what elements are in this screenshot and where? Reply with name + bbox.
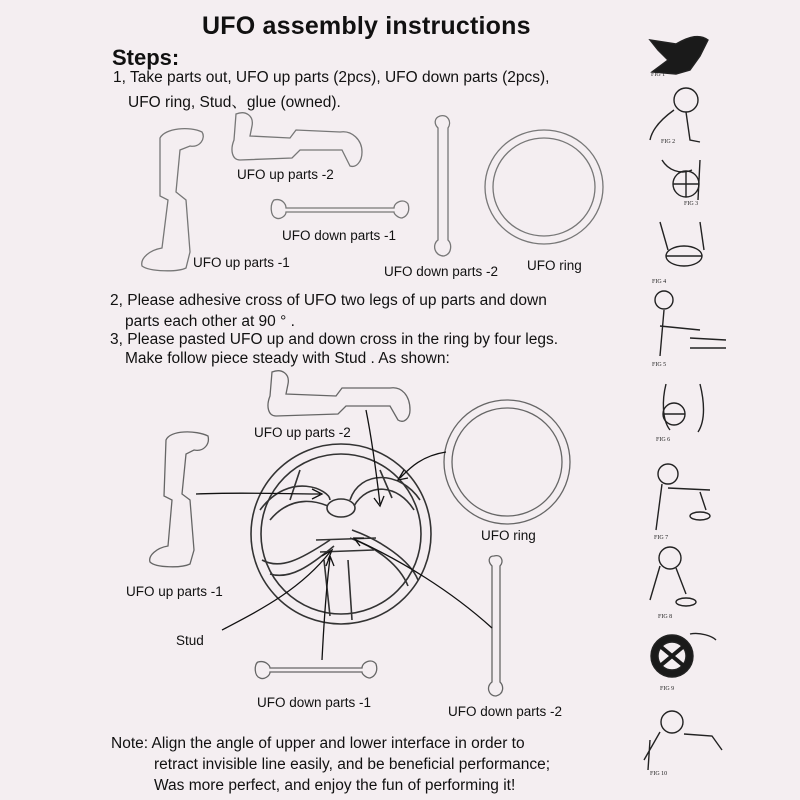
step2-line1: 2, Please adhesive cross of UFO two legs of up parts and down (110, 292, 547, 309)
fig4-illustration (660, 222, 704, 266)
fig-caption-7: FIG 7 (654, 535, 669, 541)
fig-caption-5: FIG 5 (652, 362, 667, 368)
fig2-illustration (650, 88, 700, 142)
note-line2: retract invisible line easily, and be beneficial performance; (154, 756, 551, 773)
diagram-label-up-parts-2: UFO up parts -2 (254, 425, 351, 440)
steps-heading: Steps: (112, 45, 180, 70)
diagram-label-down-parts-1: UFO down parts -1 (257, 695, 372, 710)
step2-line2: parts each other at 90 ° . (125, 313, 295, 330)
note-line1: Note: Align the angle of upper and lower interface in order to (111, 735, 525, 752)
fig10-illustration (644, 711, 722, 770)
diagram-label-down-parts-2: UFO down parts -2 (448, 704, 563, 719)
label-down-parts-2: UFO down parts -2 (384, 264, 499, 279)
fig1-illustration (650, 37, 708, 74)
step1-line2: UFO ring, Stud、glue (owned). (128, 94, 341, 111)
fig7-illustration (656, 464, 710, 530)
fig-caption-8: FIG 8 (658, 614, 673, 620)
fig-caption-2: FIG 2 (661, 139, 676, 145)
fig3-illustration (662, 160, 700, 200)
fig-caption-9: FIG 9 (660, 686, 675, 692)
fig-caption-3: FIG 3 (684, 201, 699, 207)
label-up-parts-2: UFO up parts -2 (237, 167, 334, 182)
diagram-label-ring: UFO ring (481, 528, 536, 543)
fig8-illustration (650, 547, 696, 606)
note-line3: Was more perfect, and enjoy the fun of performing it! (154, 777, 516, 794)
diagram-label-up-parts-1: UFO up parts -1 (126, 584, 223, 599)
step3-line2: Make follow piece steady with Stud . As shown: (125, 350, 450, 367)
page-title: UFO assembly instructions (202, 12, 531, 40)
fig6-illustration (663, 384, 704, 432)
diagram-label-stud: Stud (176, 633, 204, 648)
fig-caption-4: FIG 4 (652, 279, 667, 285)
step3-line1: 3, Please pasted UFO up and down cross in the ring by four legs. (110, 331, 559, 348)
fig5-illustration (655, 291, 726, 356)
label-up-parts-1: UFO up parts -1 (193, 255, 290, 270)
label-down-parts-1: UFO down parts -1 (282, 228, 397, 243)
fig-caption-10: FIG 10 (650, 771, 668, 777)
step1-line1: 1, Take parts out, UFO up parts (2pcs), UFO down parts (2pcs), (113, 69, 550, 86)
fig-caption-1: FIG 1 (651, 72, 666, 78)
fig9-illustration (651, 633, 716, 677)
label-ring: UFO ring (527, 258, 582, 273)
fig-caption-6: FIG 6 (656, 437, 671, 443)
